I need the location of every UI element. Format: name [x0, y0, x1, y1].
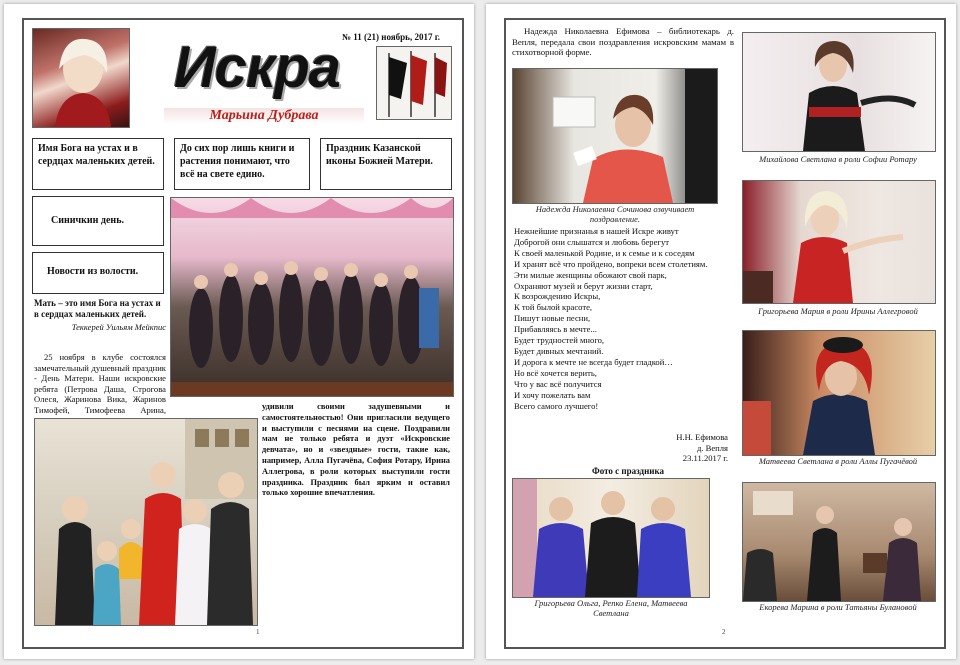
poem-line: Будет трудностей много, [514, 335, 605, 346]
epigraph-author: Теккерей Уильям Мейкпис [71, 322, 166, 332]
signature-name: Н.Н. Ефимова [676, 432, 728, 442]
newspaper-page-1 [4, 4, 474, 659]
poem-line: И дорога к мечте не всегда будет гладкой… [514, 356, 673, 367]
masthead-subtitle: Марьина Дубрава [164, 108, 364, 124]
page-number: 1 [256, 628, 260, 636]
photo-section-heading: Фото с праздника [591, 466, 665, 476]
librarian-photo-caption: Надежда Николаевна Сочинова озвучивает поздравление. [535, 204, 695, 224]
three-women-caption: Григорьева Ольга, Репко Елена, Матвеева Светлана [534, 598, 688, 618]
headline-box-5: Новости из волости. [32, 252, 164, 294]
article-text-left: 25 ноября в клубе состоялся замечательный душевный праздник - День Матери. Наши искровские ребята (Петрова Даша, Строгова Олеся, Жаринова Вика, Жаринов Тимофей, Тимофеева Арина, [34, 352, 166, 415]
poem [514, 226, 736, 411]
poem-line: Будет дивных мечтаний. [514, 345, 604, 356]
children-photo [34, 418, 258, 626]
three-women-photo [512, 478, 710, 598]
poem-line: Всего самого лучшего! [514, 400, 599, 411]
poem-line: Доброгой они слышатся и любовь берегут [514, 236, 669, 247]
epigraph: Мать – это имя Бога на устах и в сердцах маленьких детей. [34, 298, 161, 319]
flags-photo [376, 46, 452, 120]
performer-photo-4 [742, 482, 936, 602]
newspaper-page-2 [486, 4, 956, 659]
performer-caption-1: Михайлова Светлана в роли Софии Ротару [759, 154, 917, 164]
performer-caption-4: Екорева Марина в роли Татьяны Булановой [759, 602, 917, 612]
page-number: 2 [722, 628, 726, 636]
poem-line: К той былой красоте, [514, 302, 593, 313]
poem-line: Нежнейшие признанья в нашей Искре живут [514, 226, 679, 236]
librarian-photo [512, 68, 718, 204]
poem-line: И хочу пожелать вам [514, 389, 591, 400]
headline-box-2: До сих пор лишь книги и растения понимают, что всё на свете едино. [174, 138, 310, 190]
performer-caption-2: Григорьева Мария в роли Ирины Аллегровой [758, 306, 918, 316]
poem-line: И хранят всё что пройдено, вопреки всем столетиям. [514, 258, 708, 269]
signature-place: д. Вепля [696, 442, 728, 453]
poem-line: Охраняют музей и берут жизни старт, [514, 280, 653, 291]
performer-caption-3: Матвеева Светлана в роли Аллы Пугачёвой [758, 456, 918, 466]
poem-line: К своей маленькой Родине, и к семье и к соседям [514, 247, 695, 258]
article-text-right: удивили своими задушевными и самостоятельностью! Они пригласили ведущего и выступили с песнями на сцене. Поздравили мам не только ребята и дуэт «Искровские девчата», но и «звездные» гости, такие как, например, Алла Пугачёва, София Ротару, Ирина Аллегрова, в роли которых выступили гости праздника. Праздник был ярким и оставил только хорошие впечатления. [262, 402, 450, 498]
performer-photo-2 [742, 180, 936, 304]
poem-line: Пишут новые песни, [514, 313, 591, 324]
poem-line: Эти милые женщины обожают свой парк, [514, 269, 667, 280]
poem-line: Прибавляясь в мечте... [514, 324, 597, 335]
poem-line: Что у вас всё получится [514, 378, 602, 389]
poem-line: К возрождению Искры, [514, 291, 601, 302]
headline-box-3: Праздник Казанской иконы Божией Матери. [320, 138, 452, 190]
stage-group-photo [170, 197, 454, 397]
issue-line: № 11 (21) ноябрь, 2017 г. [342, 32, 441, 42]
masthead-title: Искра [173, 35, 341, 100]
performer-photo-3 [742, 330, 936, 456]
singer-photo [32, 28, 130, 128]
headline-box-4: Синичкин день. [32, 196, 164, 246]
signature [636, 432, 728, 464]
poem-line: Но всё хочется верить, [514, 367, 597, 378]
intro-text: Надежда Николаевна Ефимова – библиотекарь д. Вепля, передала свои поздравления искровским мамам в стихотворной форме. [512, 26, 734, 58]
signature-date: 23.11.2017 г. [682, 453, 728, 464]
performer-photo-1 [742, 32, 936, 152]
headline-box-1: Имя Бога на устах и в сердцах маленьких детей. [32, 138, 164, 190]
